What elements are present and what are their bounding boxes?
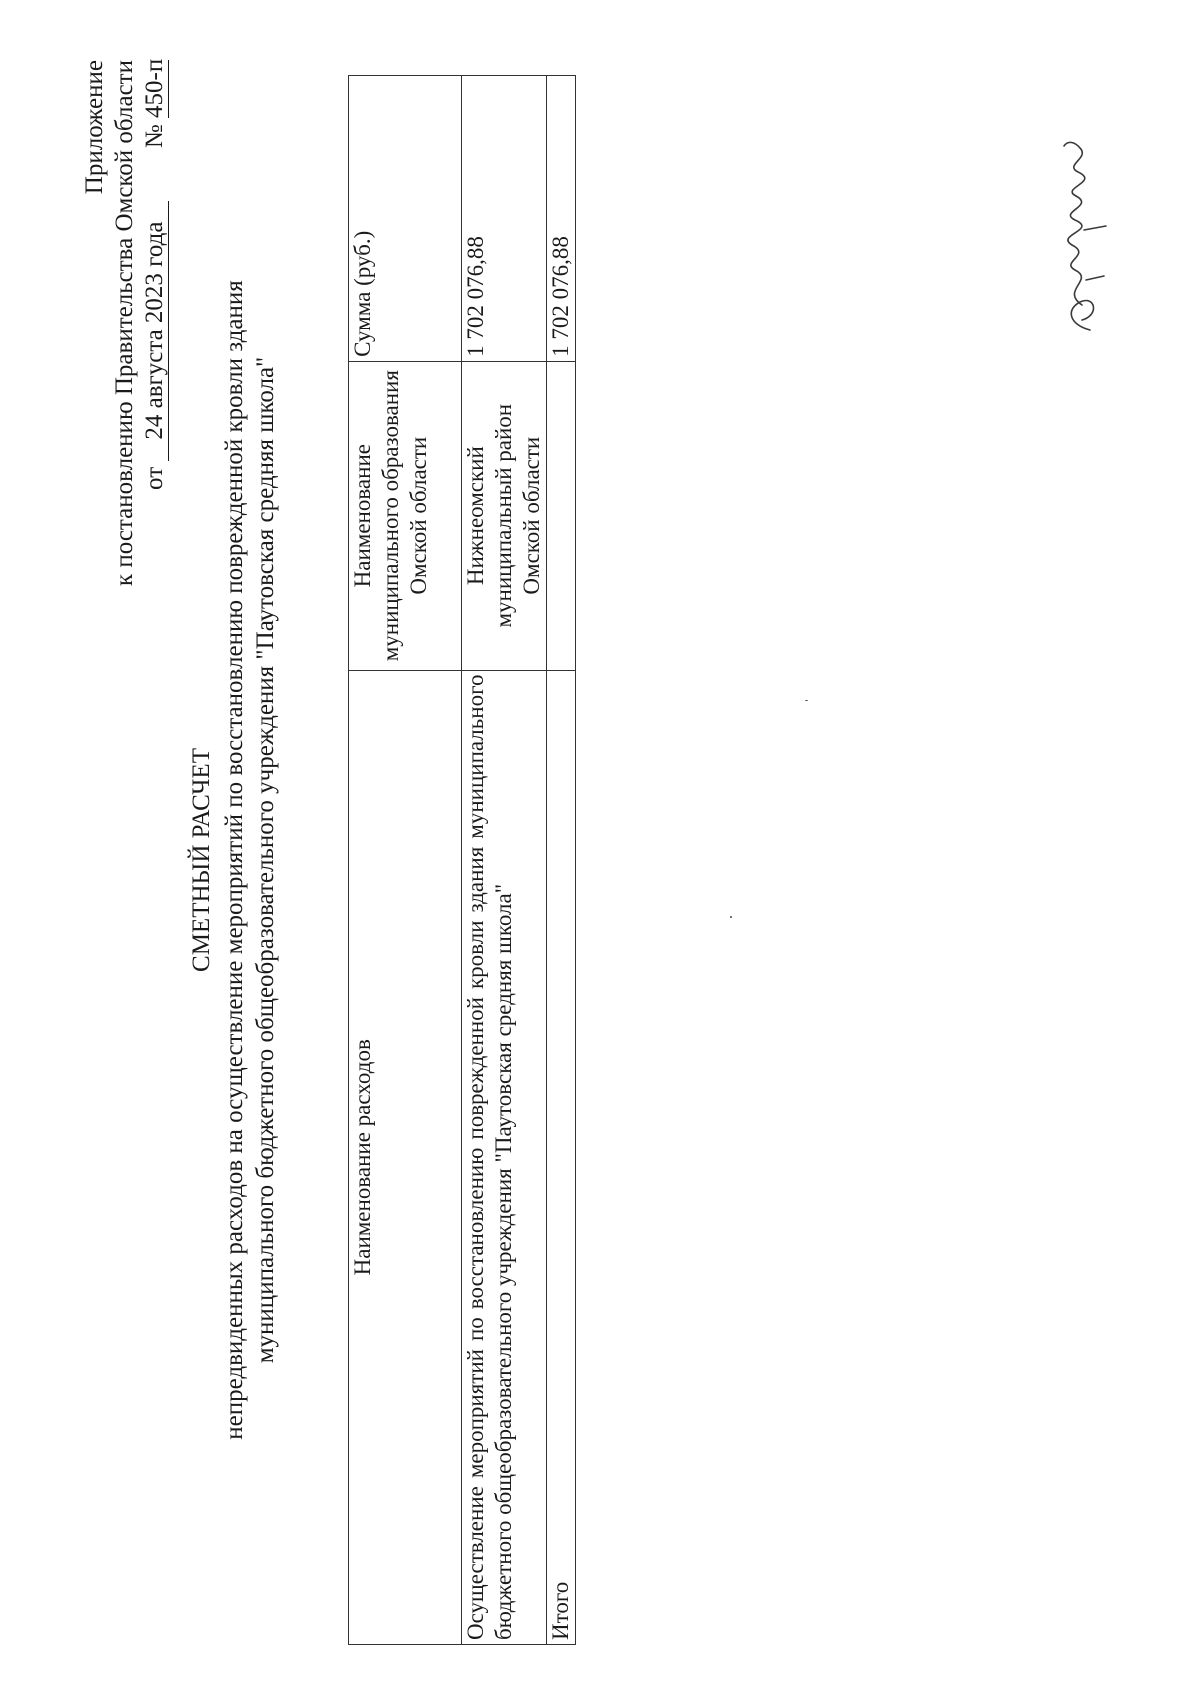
resolution-number: 450-п [141,58,168,118]
title-block [186,60,281,1660]
total-row [547,76,576,1645]
scan-speck [730,916,732,918]
total-municipality [547,361,576,670]
resolution-date-number [140,60,170,586]
appendix-label: Приложение [81,60,108,195]
table-header-row [349,76,462,1645]
estimate-table [348,75,576,1645]
row-expense-name: Осуществление мероприятий по восстановлению поврежденной кровли здания муниципального бюджетного общеобразовательного учреждения "Паутовская средняя школа" [462,670,547,1644]
number-prefix: № [141,124,168,149]
table-row [462,76,547,1645]
document-subtitle-line1: непредвиденных расходов на осуществление мероприятий по восстановлению поврежденной кровли здания [221,280,248,1440]
document-title: СМЕТНЫЙ РАСЧЕТ [188,748,215,972]
document-header [80,60,170,586]
row-municipality: Нижнеомский муниципальный район Омской области [462,361,547,670]
header-amount: Сумма (руб.) [349,76,462,362]
total-label: Итого [547,670,576,1644]
scan-speck [805,700,808,701]
resolution-reference: к постановлению Правительства Омской области [111,60,138,587]
resolution-date: 24 августа 2023 года [142,201,169,461]
header-expense-name: Наименование расходов [349,670,462,1644]
signature-image [1020,130,1130,340]
date-prefix: от [141,466,168,490]
rotated-document [80,60,1120,1660]
total-amount: 1 702 076,88 [547,76,576,362]
header-municipality: Наименование муниципального образования Омской области [349,361,462,670]
row-amount: 1 702 076,88 [462,76,547,362]
document-subtitle-line2: муниципального бюджетного общеобразовательного учреждения "Паутовская средняя школа" [252,356,279,1364]
